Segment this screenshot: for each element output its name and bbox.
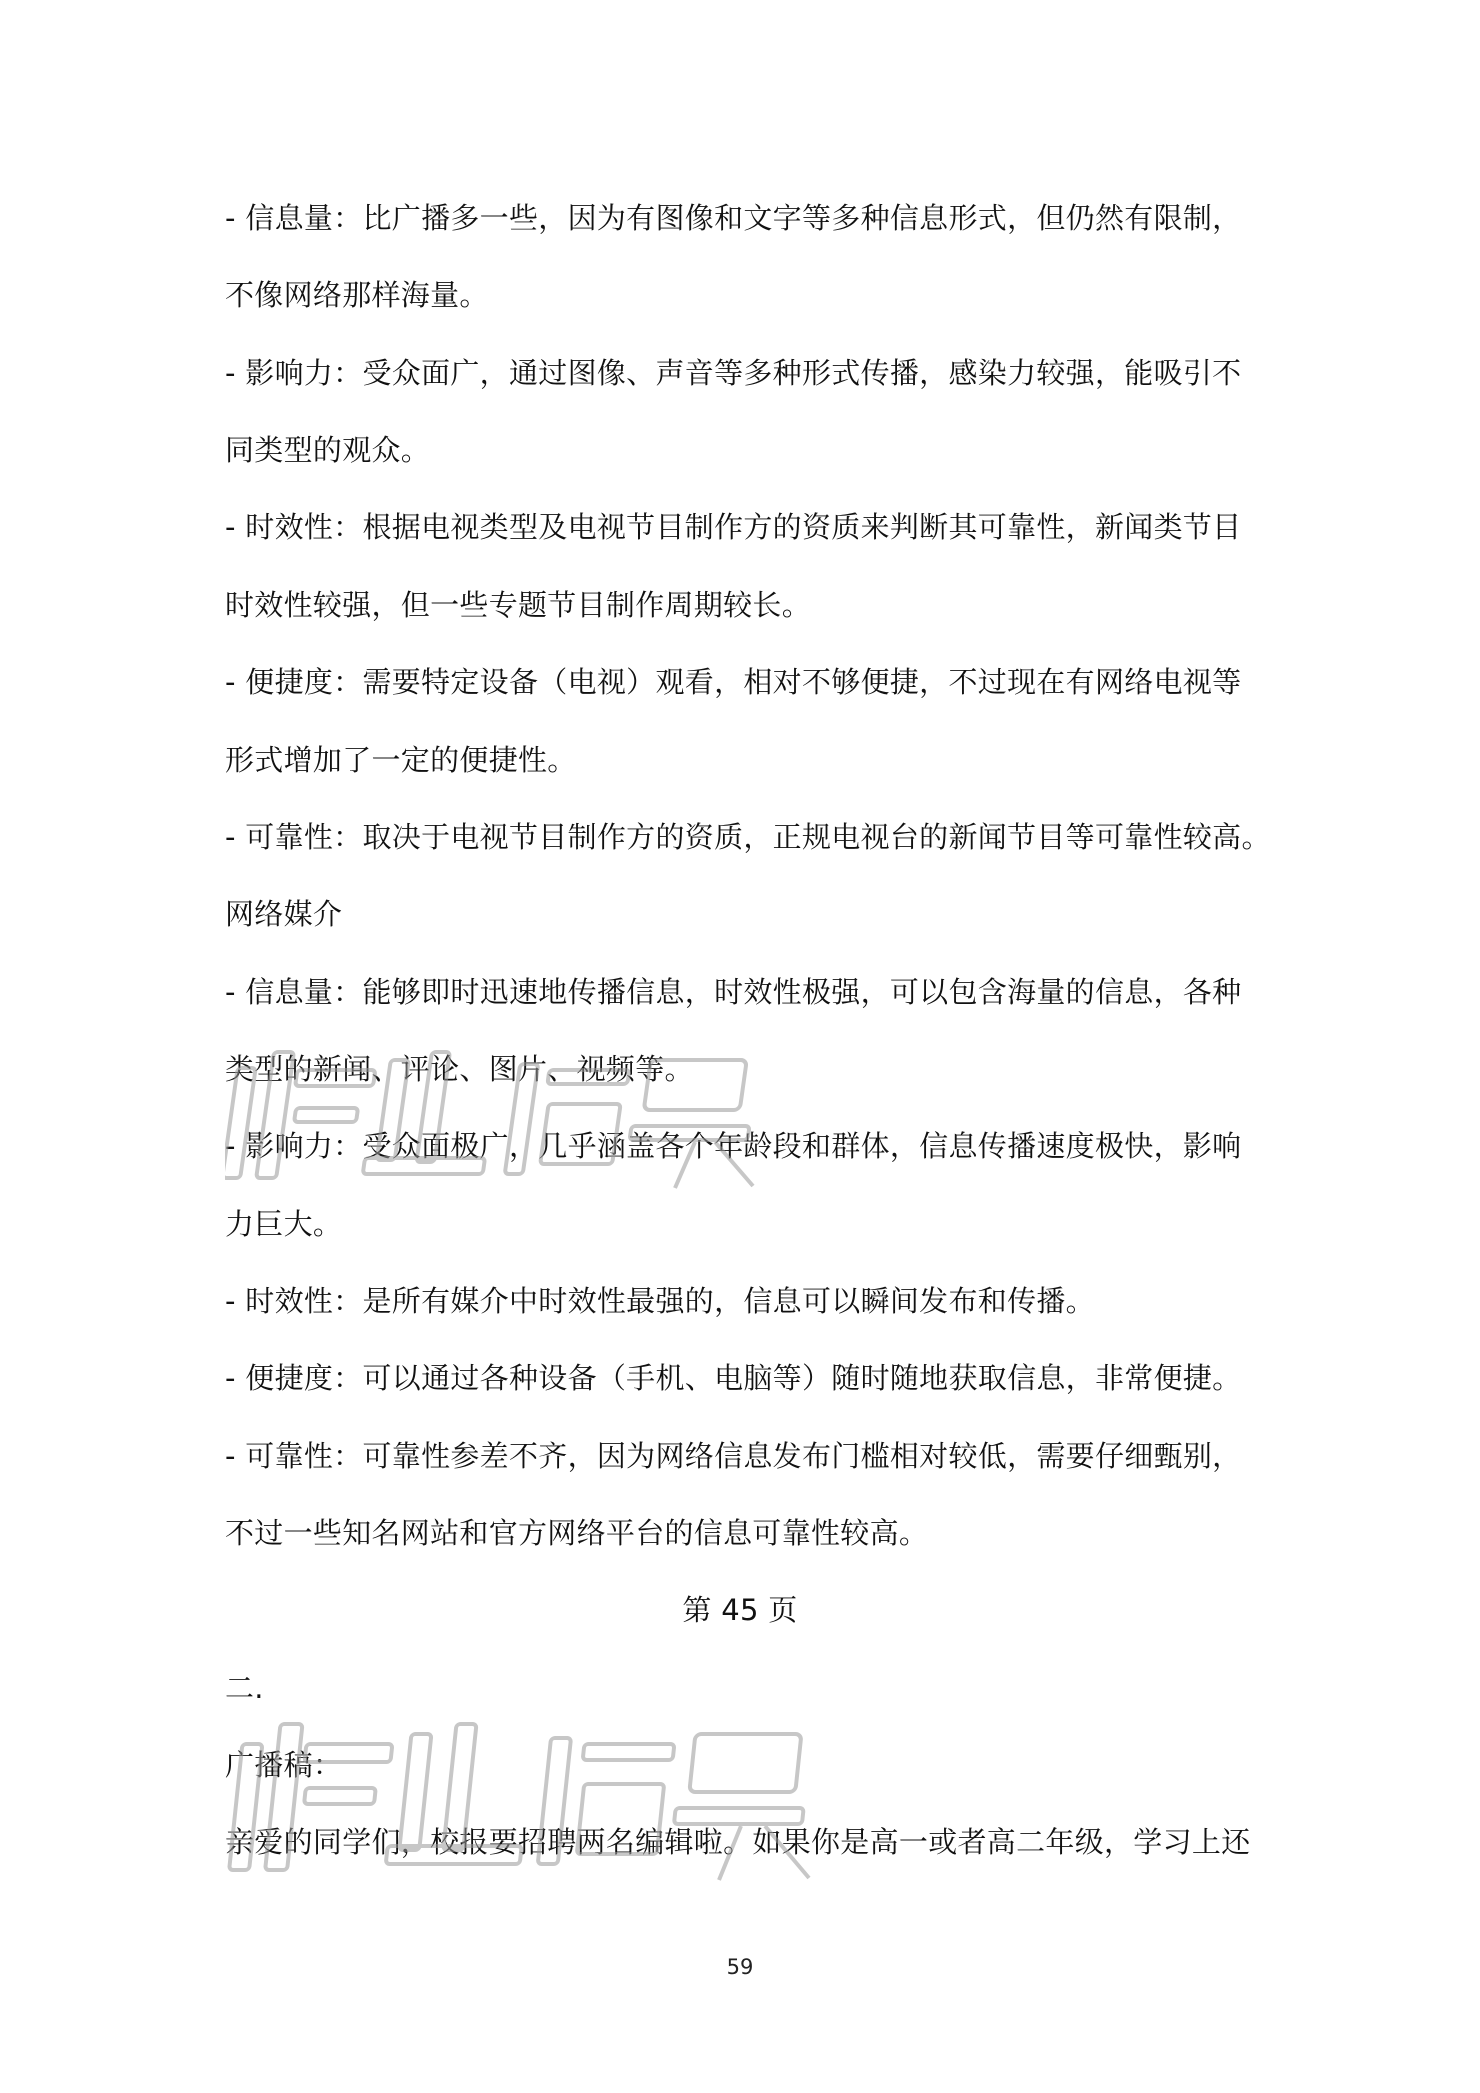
text-line: 不过一些知名网站和官方网络平台的信息可靠性较高。 [225,1516,929,1550]
text-line: 类型的新闻、评论、图片、视频等。 [225,1052,694,1086]
text-line: 力巨大。 [225,1207,343,1241]
text-line: - 可靠性：取决于电视节目制作方的资质，正规电视台的新闻节目等可靠性较高。 [225,820,1271,854]
page-heading: 第 45 页 [682,1593,798,1627]
text-line: - 影响力：受众面广，通过图像、声音等多种形式传播，感染力较强，能吸引不 [225,356,1242,390]
text-line: 时效性较强，但一些专题节目制作周期较长。 [225,588,812,622]
broadcast-label: 广播稿： [225,1748,343,1782]
text-line: 同类型的观众。 [225,433,431,467]
text-line: 形式增加了一定的便捷性。 [225,743,577,777]
text-line: - 便捷度：可以通过各种设备（手机、电脑等）随时随地获取信息，非常便捷。 [225,1361,1242,1395]
section-number: 二. [225,1671,264,1705]
text-line: 亲爱的同学们，校报要招聘两名编辑啦。如果你是高一或者高二年级，学习上还 [225,1825,1251,1859]
section-heading: 网络媒介 [225,897,343,931]
text-line: - 便捷度：需要特定设备（电视）观看，相对不够便捷，不过现在有网络电视等 [225,665,1242,699]
text-line: - 影响力：受众面极广，几乎涵盖各个年龄段和群体，信息传播速度极快，影响 [225,1129,1242,1163]
text-line: - 信息量：能够即时迅速地传播信息，时效性极强，可以包含海量的信息，各种 [225,975,1242,1009]
text-line: - 可靠性：可靠性参差不齐，因为网络信息发布门槛相对较低，需要仔细甄别， [225,1439,1242,1473]
page-number: 59 [726,1955,754,1979]
text-line: - 信息量：比广播多一些，因为有图像和文字等多种信息形式，但仍然有限制， [225,201,1242,235]
text-line: - 时效性：是所有媒介中时效性最强的，信息可以瞬间发布和传播。 [225,1284,1095,1318]
text-line: - 时效性：根据电视类型及电视节目制作方的资质来判断其可靠性，新闻类节目 [225,510,1242,544]
text-line: 不像网络那样海量。 [225,278,489,312]
